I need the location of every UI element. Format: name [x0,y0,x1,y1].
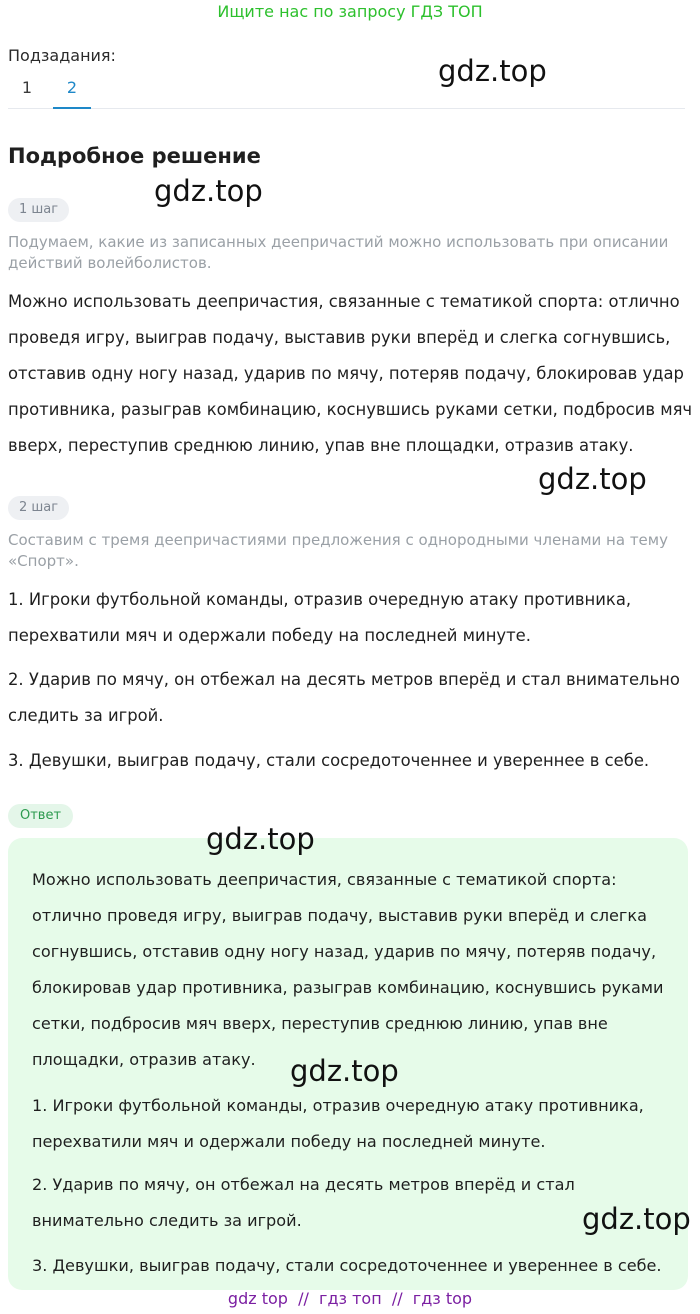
step-2-sentence-1: 1. Игроки футбольной команды, отразив очередную атаку противника, перехватили мяч и одержали победу на последней минуте. [8,590,632,645]
subtask-tab-2[interactable]: 2 [53,74,91,109]
subtask-tab-1[interactable]: 1 [21,78,33,97]
watermark: gdz.top [538,462,647,496]
promo-banner: Ищите нас по запросу ГДЗ ТОП [217,2,483,21]
watermark: gdz.top [438,54,547,88]
step-2-sentence-3: 3. Девушки, выиграв подачу, стали сосредоточеннее и увереннее в себе. [8,751,650,770]
watermark: gdz.top [206,822,315,856]
answer-paragraph-4: 3. Девушки, выиграв подачу, стали сосредоточеннее и увереннее в себе. [32,1256,662,1275]
subtask-tabs [8,74,685,109]
step-hint-2: Составим с тремя деепричастиями предложения с однородными членами на тему «Спорт». [8,531,668,570]
step-2-sentence-2: 2. Ударив по мячу, он отбежал на десять метров вперёд и стал внимательно следить за игрой. [8,670,680,725]
solution-title: Подробное решение [8,144,261,168]
answer-paragraph-1: Можно использовать деепричастия, связанные с тематикой спорта: отлично проведя игру, выиграв подачу, выставив руки вперёд и слегка согнувшись, отставив одну ногу назад, ударив по мячу, потеряв подачу, блокировав удар противника, разыграв комбинацию, коснувшись руками сетки, подбросив мяч вверх, переступив среднюю линию, упав вне площадки, отразив атаку. [32,870,664,1069]
step-badge-1: 1 шаг [8,198,69,222]
step-hint-1: Подумаем, какие из записанных деепричастий можно использовать при описании действий волейболистов. [8,233,669,272]
step-1-text: Можно использовать деепричастия, связанные с тематикой спорта: отлично проведя игру, выиграв подачу, выставив руки вперёд и слегка согнувшись, отставив одну ногу назад, ударив по мячу, потеряв подачу, блокировав удар противника, разыграв комбинацию, коснувшись руками сетки, подбросив мяч вверх, переступив среднюю линию, упав вне площадки, отразив атаку. [8,292,693,455]
answer-badge: Ответ [8,804,73,828]
watermark: gdz.top [154,174,263,208]
answer-paragraph-3: 2. Ударив по мячу, он отбежал на десять метров вперёд и стал внимательно следить за игрой. [32,1175,575,1230]
subtasks-label: Подзадания: [8,46,116,65]
watermark: gdz.top [582,1202,691,1236]
watermark: gdz.top [290,1054,399,1088]
footer-links: gdz top // гдз топ // гдз top [227,1289,473,1308]
step-badge-2: 2 шаг [8,496,69,520]
answer-paragraph-2: 1. Игроки футбольной команды, отразив очередную атаку противника, перехватили мяч и одержали победу на последней минуте. [32,1096,644,1151]
